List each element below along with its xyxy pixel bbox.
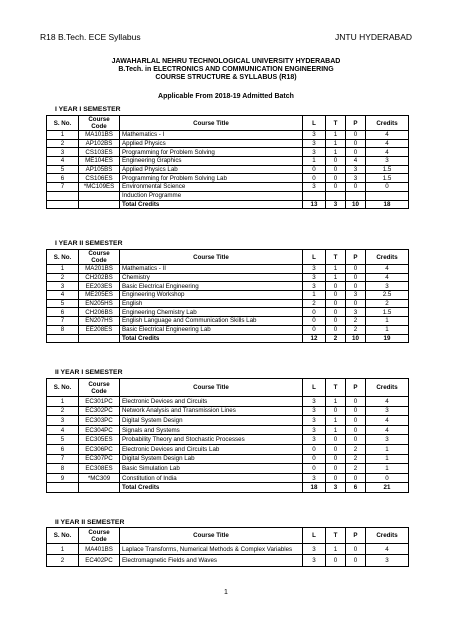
table-cell: 3 [303, 425, 326, 435]
table-cell: 3 [303, 473, 326, 483]
table-cell: 1 [366, 454, 409, 464]
table-cell: Engineering Workshop [120, 291, 303, 300]
table-cell: Electromagnetic Fields and Waves [120, 555, 303, 566]
table-cell: 3 [303, 435, 326, 445]
table-cell: Basic Electrical Engineering Lab [120, 325, 303, 334]
table-cell: 0 [303, 464, 326, 474]
column-header: Credits [366, 379, 409, 397]
table-row [47, 291, 409, 300]
table-cell: Electronic Devices and Circuits [120, 397, 303, 407]
table-cell: 7 [47, 183, 79, 192]
table-cell: Laplace Transforms, Numerical Methods & Complex Variables [120, 544, 303, 555]
table-cell: 1 [47, 397, 79, 407]
table-cell: 0 [326, 325, 346, 334]
table-cell: 0 [326, 157, 346, 166]
table-cell: 2 [346, 325, 366, 334]
column-header: Course Code [79, 250, 120, 265]
table-cell: 0 [326, 282, 346, 291]
table-cell: 0 [326, 183, 346, 192]
table-cell [303, 191, 326, 200]
table-cell: 0 [326, 464, 346, 474]
table-cell: Induction Programme [120, 191, 303, 200]
table-cell: ME205ES [79, 291, 120, 300]
table-cell: 1 [47, 544, 79, 555]
table-cell: 3 [303, 416, 326, 426]
table-cell: 1 [326, 148, 346, 157]
table-cell: Basic Simulation Lab [120, 464, 303, 474]
total-value: 21 [366, 483, 409, 493]
table-cell: 0 [303, 174, 326, 183]
table-cell: 3 [366, 406, 409, 416]
table-cell: Digital System Design [120, 416, 303, 426]
table-cell: 1 [326, 273, 346, 282]
table-cell: 2 [346, 454, 366, 464]
table-cell: 1.5 [366, 308, 409, 317]
table-cell: 3 [303, 555, 326, 566]
table-cell: 4 [366, 139, 409, 148]
table-cell: 0 [346, 139, 366, 148]
table-cell: Chemistry [120, 273, 303, 282]
table-cell: Engineering Graphics [120, 157, 303, 166]
batch-title: Applicable From 2018-19 Admitted Batch [158, 93, 294, 100]
table-cell: EN205HS [79, 299, 120, 308]
table-cell: 2 [346, 444, 366, 454]
table-cell: 4 [47, 291, 79, 300]
table-cell: EN207HS [79, 317, 120, 326]
total-value: 18 [303, 483, 326, 493]
table-cell: 0 [303, 165, 326, 174]
table-cell: 0 [326, 174, 346, 183]
column-header: L [303, 379, 326, 397]
semester-title: I YEAR I SEMESTER [55, 106, 121, 113]
table-cell: 0 [303, 454, 326, 464]
table-cell [326, 191, 346, 200]
header-right: JNTU HYDERABAD [335, 32, 412, 42]
total-row [47, 483, 409, 493]
table-cell: 3 [303, 406, 326, 416]
empty-cell [47, 483, 79, 493]
table-row [47, 308, 409, 317]
table-cell: 2.5 [366, 291, 409, 300]
table-cell: 0 [346, 148, 366, 157]
table-cell: EE203ES [79, 282, 120, 291]
total-value: 6 [346, 483, 366, 493]
table-cell: 3 [303, 131, 326, 140]
total-value: 10 [346, 200, 366, 209]
table-row [47, 544, 409, 555]
total-row [47, 334, 409, 343]
table-cell: CS103ES [79, 148, 120, 157]
table-cell: 0 [326, 444, 346, 454]
table-cell: EC301PC [79, 397, 120, 407]
column-header: L [303, 528, 326, 544]
table-cell: 6 [47, 308, 79, 317]
table-row [47, 148, 409, 157]
table-cell: Mathematics - I [120, 131, 303, 140]
table-cell: 0 [326, 317, 346, 326]
table-cell: Probability Theory and Stochastic Processes [120, 435, 303, 445]
table-cell: 0 [346, 425, 366, 435]
table-row [47, 139, 409, 148]
course-table [46, 115, 409, 209]
table-cell: 1 [303, 157, 326, 166]
table-cell: 4 [47, 157, 79, 166]
table-cell: 0 [346, 131, 366, 140]
table-cell: AP102BS [79, 139, 120, 148]
table-cell: 6 [47, 174, 79, 183]
column-header: L [303, 250, 326, 265]
table-cell: *MC109ES [79, 183, 120, 192]
column-header: P [346, 250, 366, 265]
table-row [47, 555, 409, 566]
table-row [47, 174, 409, 183]
course-table [46, 378, 409, 493]
table-cell: 3 [366, 282, 409, 291]
table-row [47, 454, 409, 464]
column-header: S. No. [47, 116, 79, 131]
table-cell: 2 [346, 464, 366, 474]
table-cell: Electronic Devices and Circuits Lab [120, 444, 303, 454]
table-header-row [47, 528, 409, 544]
table-cell: 0 [346, 299, 366, 308]
total-value: 18 [366, 200, 409, 209]
column-header: Course Title [120, 379, 303, 397]
table-row [47, 265, 409, 274]
table-row [47, 282, 409, 291]
table-cell: 5 [47, 165, 79, 174]
table-row [47, 464, 409, 474]
table-cell: 3 [303, 148, 326, 157]
table-cell: 1 [366, 317, 409, 326]
column-header: Course Code [79, 379, 120, 397]
total-value: 12 [303, 334, 326, 343]
table-cell: 0 [303, 308, 326, 317]
total-label: Total Credits [120, 200, 303, 209]
semester-title: I YEAR II SEMESTER [55, 240, 123, 247]
table-cell: EC304PC [79, 425, 120, 435]
table-cell: 3 [47, 416, 79, 426]
table-cell: 4 [366, 131, 409, 140]
table-cell: 0 [326, 555, 346, 566]
program-title: B.Tech. in ELECTRONICS AND COMMUNICATION ENGINEERING [118, 66, 334, 73]
table-cell: 3 [303, 282, 326, 291]
table-cell: 7 [47, 317, 79, 326]
table-row [47, 406, 409, 416]
column-header: S. No. [47, 379, 79, 397]
table-cell: 4 [366, 425, 409, 435]
table-cell: 2 [47, 273, 79, 282]
table-cell: Digital System Design Lab [120, 454, 303, 464]
table-cell: 1 [366, 325, 409, 334]
table-cell: MA201BS [79, 265, 120, 274]
total-value: 3 [326, 483, 346, 493]
table-cell: MA401BS [79, 544, 120, 555]
table-cell: 0 [346, 265, 366, 274]
table-cell: 1 [326, 265, 346, 274]
table-cell: 0 [346, 544, 366, 555]
table-cell: 4 [366, 544, 409, 555]
table-cell: 8 [47, 464, 79, 474]
table-cell: 0 [346, 473, 366, 483]
column-header: S. No. [47, 528, 79, 544]
total-label: Total Credits [120, 483, 303, 493]
table-cell: MA101BS [79, 131, 120, 140]
table-cell: 0 [346, 435, 366, 445]
table-cell: 4 [366, 265, 409, 274]
table-cell: 4 [47, 425, 79, 435]
table-cell: 2 [346, 317, 366, 326]
column-header: Course Code [79, 116, 120, 131]
table-cell: EE208ES [79, 325, 120, 334]
table-cell: Programming for Problem Solving [120, 148, 303, 157]
semester-title: II YEAR I SEMESTER [55, 369, 123, 376]
table-cell [47, 191, 79, 200]
table-cell: 1 [326, 425, 346, 435]
table-cell: Signals and Systems [120, 425, 303, 435]
table-row [47, 317, 409, 326]
table-row [47, 473, 409, 483]
table-cell: EC308ES [79, 464, 120, 474]
table-cell: Applied Physics [120, 139, 303, 148]
empty-cell [79, 483, 120, 493]
table-cell: 0 [326, 291, 346, 300]
table-cell: 1 [326, 139, 346, 148]
table-cell: 1 [326, 131, 346, 140]
empty-cell [79, 200, 120, 209]
table-cell: 0 [326, 406, 346, 416]
table-cell: 2 [366, 299, 409, 308]
table-cell: 3 [303, 265, 326, 274]
table-row [47, 435, 409, 445]
table-cell: 0 [346, 555, 366, 566]
table-cell: EC307PC [79, 454, 120, 464]
column-header: Credits [366, 116, 409, 131]
university-title: JAWAHARLAL NEHRU TECHNOLOGICAL UNIVERSITY HYDERABAD [111, 58, 341, 65]
table-cell: Constitution of India [120, 473, 303, 483]
table-cell: 3 [303, 544, 326, 555]
table-cell: 3 [346, 308, 366, 317]
table-cell: 0 [303, 317, 326, 326]
empty-cell [79, 334, 120, 343]
table-row [47, 165, 409, 174]
table-cell: ME104ES [79, 157, 120, 166]
table-cell: 8 [47, 325, 79, 334]
table-cell: 2 [47, 555, 79, 566]
table-cell: 1 [47, 265, 79, 274]
table-cell: 5 [47, 299, 79, 308]
course-table [46, 249, 409, 343]
column-header: T [326, 250, 346, 265]
total-value: 13 [303, 200, 326, 209]
column-header: Credits [366, 250, 409, 265]
table-cell: 0 [303, 444, 326, 454]
table-cell: EC302PC [79, 406, 120, 416]
course-table [46, 527, 409, 567]
table-cell: Programming for Problem Solving Lab [120, 174, 303, 183]
semester-title: II YEAR II SEMESTER [55, 519, 125, 526]
table-cell: Network Analysis and Transmission Lines [120, 406, 303, 416]
table-cell: 0 [346, 183, 366, 192]
table-cell [346, 191, 366, 200]
table-cell: Basic Electrical Engineering [120, 282, 303, 291]
table-cell: 3 [303, 273, 326, 282]
table-cell: 3 [366, 435, 409, 445]
table-cell: 3 [366, 157, 409, 166]
table-cell: Environmental Science [120, 183, 303, 192]
total-value: 10 [346, 334, 366, 343]
table-cell: EC306PC [79, 444, 120, 454]
total-row [47, 200, 409, 209]
table-row [47, 191, 409, 200]
column-header: Course Title [120, 528, 303, 544]
table-row [47, 183, 409, 192]
table-cell: 0 [303, 325, 326, 334]
table-cell: 9 [47, 473, 79, 483]
table-cell: 3 [346, 165, 366, 174]
page-number: 1 [224, 589, 228, 596]
table-header-row [47, 379, 409, 397]
table-cell: 4 [366, 273, 409, 282]
table-cell: 2 [303, 299, 326, 308]
table-row [47, 157, 409, 166]
empty-cell [47, 200, 79, 209]
table-cell: 1 [326, 397, 346, 407]
table-row [47, 444, 409, 454]
column-header: T [326, 379, 346, 397]
total-value: 3 [326, 200, 346, 209]
table-cell: 2 [47, 406, 79, 416]
table-cell: 3 [366, 555, 409, 566]
table-header-row [47, 250, 409, 265]
table-cell: 0 [326, 435, 346, 445]
table-cell: 4 [346, 157, 366, 166]
header-left: R18 B.Tech. ECE Syllabus [40, 32, 141, 42]
table-cell: 0 [346, 416, 366, 426]
table-cell: Mathematics - II [120, 265, 303, 274]
table-cell: English Language and Communication Skills Lab [120, 317, 303, 326]
table-cell: English [120, 299, 303, 308]
column-header: P [346, 379, 366, 397]
column-header: L [303, 116, 326, 131]
table-cell: CS106ES [79, 174, 120, 183]
column-header: Credits [366, 528, 409, 544]
table-cell: 3 [346, 174, 366, 183]
table-cell: AP105BS [79, 165, 120, 174]
table-cell: CH206BS [79, 308, 120, 317]
empty-cell [47, 334, 79, 343]
table-cell: 1 [47, 131, 79, 140]
total-value: 2 [326, 334, 346, 343]
table-cell: 3 [47, 282, 79, 291]
table-cell: 0 [346, 273, 366, 282]
table-row [47, 131, 409, 140]
table-cell: 0 [326, 308, 346, 317]
table-cell: EC303PC [79, 416, 120, 426]
table-cell: Applied Physics Lab [120, 165, 303, 174]
total-value: 19 [366, 334, 409, 343]
table-cell: EC402PC [79, 555, 120, 566]
table-row [47, 299, 409, 308]
table-cell [366, 191, 409, 200]
table-cell: 6 [47, 444, 79, 454]
table-cell: 1.5 [366, 174, 409, 183]
total-label: Total Credits [120, 334, 303, 343]
table-cell: 1.5 [366, 165, 409, 174]
table-cell: 4 [366, 148, 409, 157]
table-cell: 5 [47, 435, 79, 445]
column-header: Course Code [79, 528, 120, 544]
table-cell: EC305ES [79, 435, 120, 445]
table-cell [79, 191, 120, 200]
table-cell: 0 [326, 165, 346, 174]
table-cell: 0 [326, 299, 346, 308]
table-cell: 1 [303, 291, 326, 300]
table-cell: 3 [47, 148, 79, 157]
table-cell: 1 [326, 416, 346, 426]
table-row [47, 325, 409, 334]
table-row [47, 425, 409, 435]
column-header: T [326, 528, 346, 544]
table-cell: 3 [346, 291, 366, 300]
table-cell: 3 [303, 183, 326, 192]
column-header: S. No. [47, 250, 79, 265]
table-cell: 0 [346, 282, 366, 291]
column-header: P [346, 116, 366, 131]
table-cell: 0 [326, 473, 346, 483]
structure-title: COURSE STRUCTURE & SYLLABUS (R18) [155, 74, 297, 81]
table-cell: 0 [326, 454, 346, 464]
table-cell: 1 [366, 464, 409, 474]
column-header: Course Title [120, 250, 303, 265]
table-row [47, 273, 409, 282]
table-cell: *MC309 [79, 473, 120, 483]
table-cell: 3 [303, 397, 326, 407]
table-cell: 0 [366, 473, 409, 483]
table-cell: 2 [47, 139, 79, 148]
table-row [47, 416, 409, 426]
column-header: T [326, 116, 346, 131]
table-cell: 0 [366, 183, 409, 192]
table-cell: 4 [366, 397, 409, 407]
table-cell: 4 [366, 416, 409, 426]
table-cell: 3 [303, 139, 326, 148]
column-header: P [346, 528, 366, 544]
table-cell: CH202BS [79, 273, 120, 282]
column-header: Course Title [120, 116, 303, 131]
table-header-row [47, 116, 409, 131]
table-cell: 0 [346, 406, 366, 416]
table-cell: Engineering Chemistry Lab [120, 308, 303, 317]
table-cell: 1 [326, 544, 346, 555]
table-row [47, 397, 409, 407]
table-cell: 0 [346, 397, 366, 407]
table-cell: 1 [366, 444, 409, 454]
table-cell: 7 [47, 454, 79, 464]
